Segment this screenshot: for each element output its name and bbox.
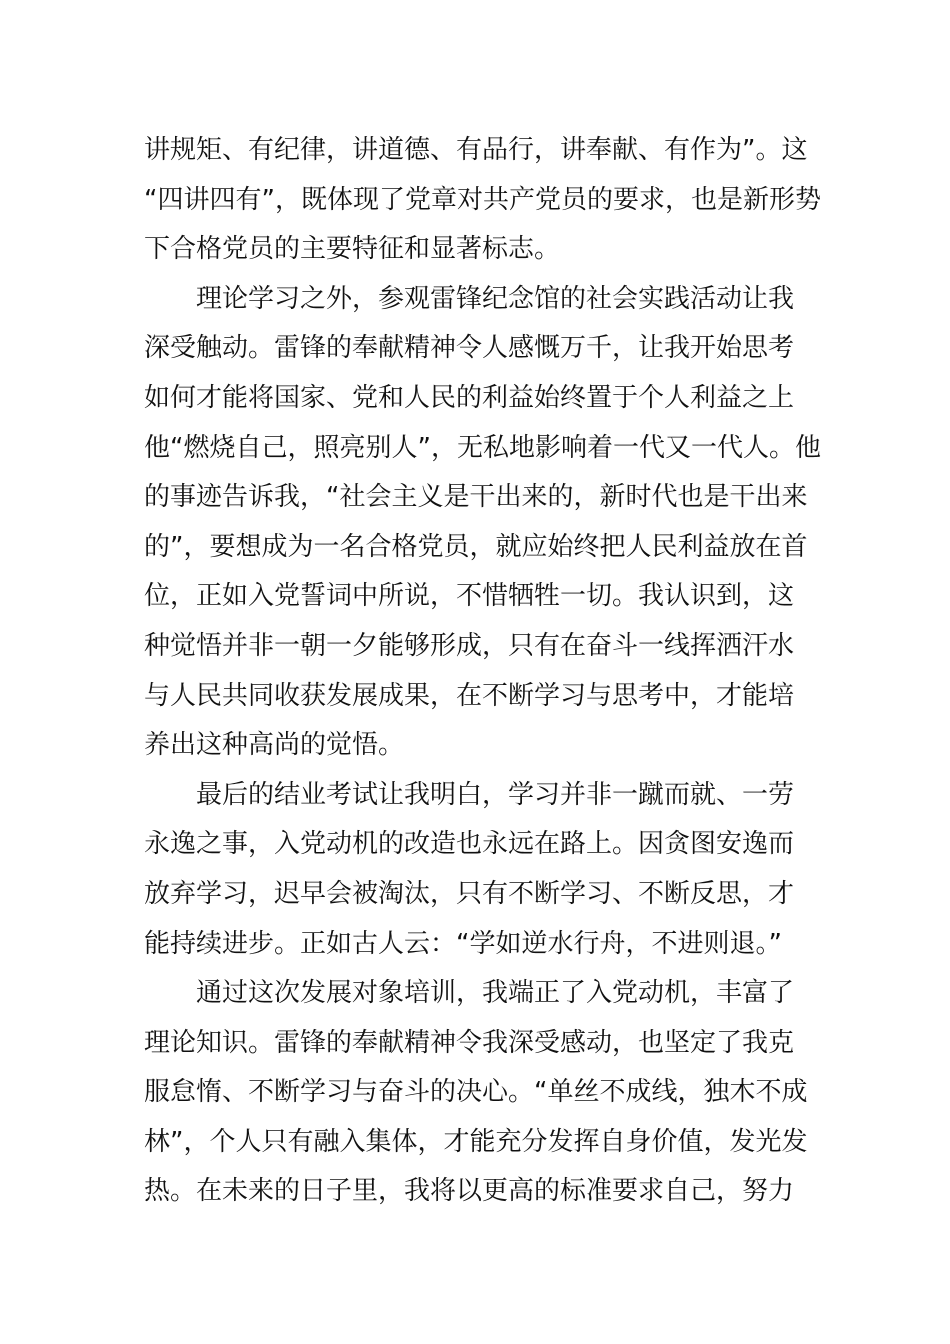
text-line: 他“燃烧自己，照亮别人”，无私地影响着一代又一代人。他 <box>144 432 821 463</box>
document-body <box>144 126 821 1217</box>
text-line: 放弃学习，迟早会被淘汰，只有不断学习、不断反思，才 <box>144 878 795 909</box>
paragraph-start-line: 理论学习之外，参观雷锋纪念馆的社会实践活动让我 <box>196 283 795 314</box>
text-line: 下合格党员的主要特征和显著标志。 <box>144 234 561 265</box>
paragraph-start-line: 通过这次发展对象培训，我端正了入党动机，丰富了 <box>196 978 795 1009</box>
text-line: 的事迹告诉我，“社会主义是干出来的，新时代也是干出来 <box>144 482 808 513</box>
text-line: 的”，要想成为一名合格党员，就应始终把人民利益放在首 <box>144 531 808 562</box>
text-line: 种觉悟并非一朝一夕能够形成，只有在奋斗一线挥洒汗水 <box>144 630 795 661</box>
text-line: 讲规矩、有纪律，讲道德、有品行，讲奉献、有作为”。这 <box>144 135 808 165</box>
text-line: 与人民共同收获发展成果，在不断学习与思考中，才能培 <box>144 680 795 711</box>
text-line: 位，正如入党誓词中所说，不惜牺牲一切。我认识到，这 <box>144 581 795 612</box>
text-line: “四讲四有”，既体现了党章对共产党员的要求，也是新形势 <box>144 184 821 215</box>
text-line: 热。在未来的日子里，我将以更高的标准要求自己，努力 <box>144 1176 795 1207</box>
text-line: 服怠惰、不断学习与奋斗的决心。“单丝不成线，独木不成 <box>144 1077 808 1108</box>
text-line: 养出这种高尚的觉悟。 <box>144 730 405 761</box>
text-line: 如何才能将国家、党和人民的利益始终置于个人利益之上 <box>144 382 795 413</box>
text-line: 理论知识。雷锋的奉献精神令我深受感动，也坚定了我克 <box>144 1027 795 1058</box>
text-line: 林”，个人只有融入集体，才能充分发挥自身价值，发光发 <box>144 1126 808 1157</box>
paragraph-start-line: 最后的结业考试让我明白，学习并非一蹴而就、一劳 <box>196 779 795 810</box>
text-line: 能持续进步。正如古人云：“学如逆水行舟，不进则退。” <box>144 928 782 959</box>
text-line: 永逸之事，入党动机的改造也永远在路上。因贪图安逸而 <box>144 829 795 860</box>
text-line: 深受触动。雷锋的奉献精神令人感慨万千，让我开始思考 <box>144 333 795 364</box>
